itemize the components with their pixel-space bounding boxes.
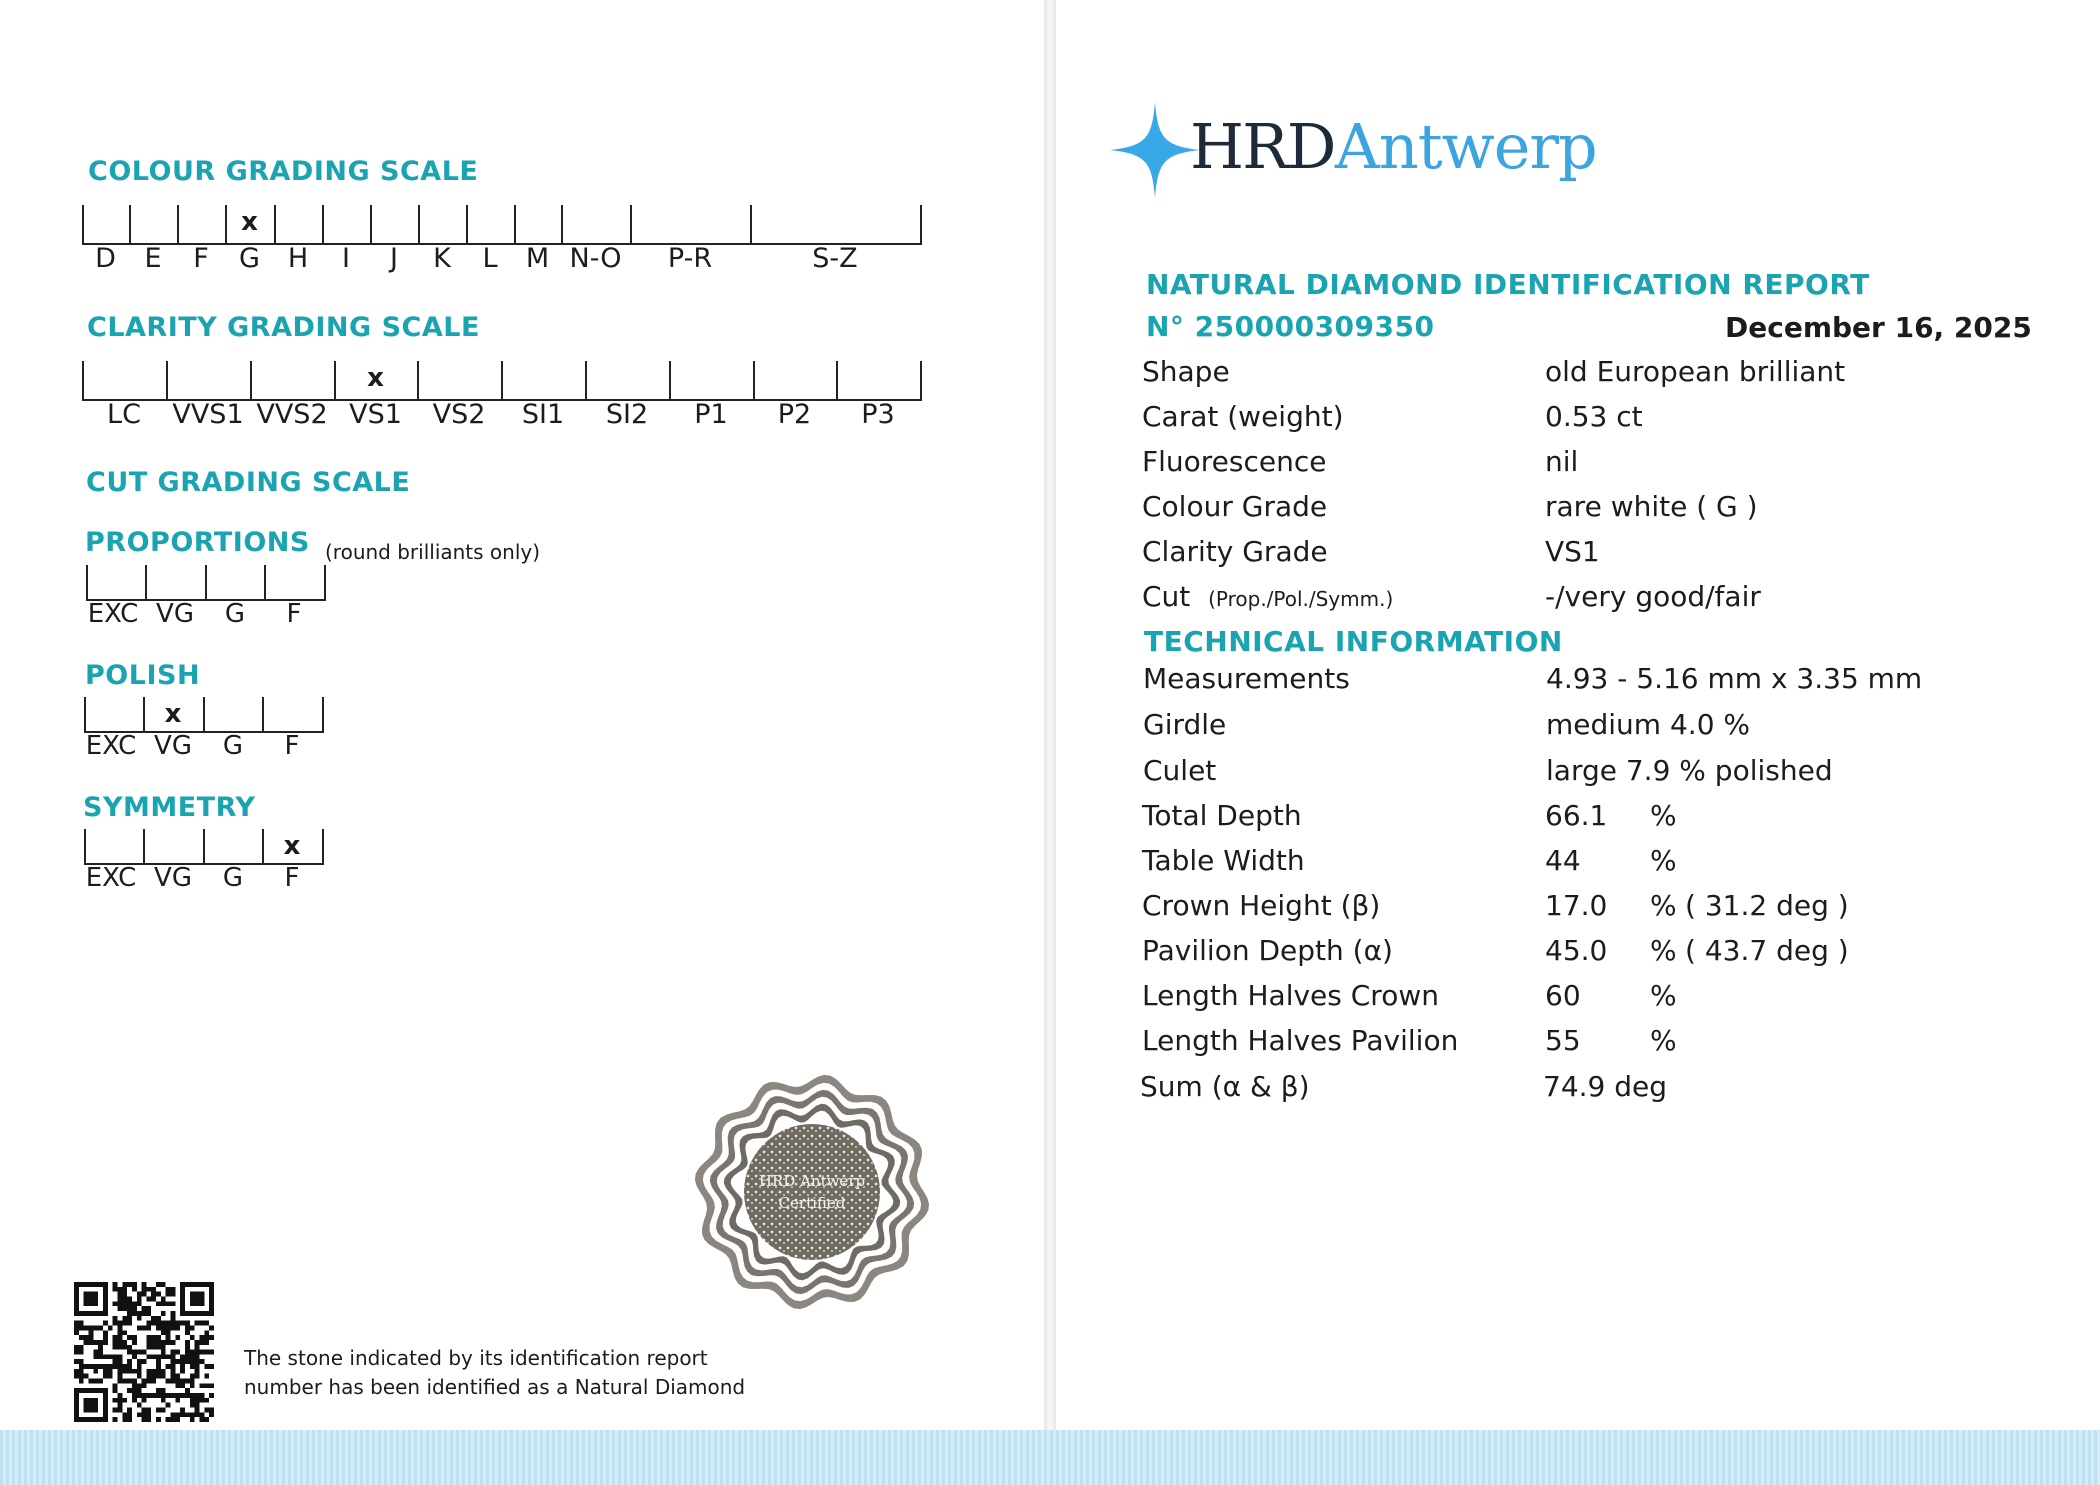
scale-label: G <box>239 243 260 274</box>
scale-tick <box>322 205 324 243</box>
scale-mark: x <box>367 363 384 393</box>
scale-label: L <box>482 243 498 274</box>
scale-mark: x <box>164 699 182 729</box>
detail-label: Cut (Prop./Pol./Symm.) <box>1142 580 1394 613</box>
proportions-scale <box>86 565 326 629</box>
tech-value: 55 <box>1545 1024 1581 1057</box>
tech-value: 44 <box>1545 844 1581 877</box>
tech-value: 4.93 - 5.16 mm x 3.35 mm <box>1546 662 1923 695</box>
hrd-antwerp-logo <box>1110 100 1597 200</box>
report-title: NATURAL DIAMOND IDENTIFICATION REPORT <box>1146 268 1870 301</box>
scale-label: N-O <box>569 243 622 274</box>
tech-label: Crown Height (β) <box>1142 889 1381 922</box>
tech-unit: % <box>1650 844 1677 877</box>
scale-tick <box>166 361 168 399</box>
detail-value: nil <box>1545 445 1579 478</box>
scale-label: F <box>193 243 209 274</box>
scale-tick <box>86 565 88 599</box>
scale-label: EXC <box>85 863 137 893</box>
scale-label: I <box>342 243 350 274</box>
cut-scale-title: CUT GRADING SCALE <box>86 467 411 498</box>
tech-label: Measurements <box>1143 662 1350 695</box>
scale-tick <box>143 697 145 731</box>
scale-tick <box>324 565 326 599</box>
scale-tick <box>920 361 922 399</box>
scale-label: VG <box>154 863 192 893</box>
tech-value: medium 4.0 % <box>1546 708 1751 741</box>
tech-label: Culet <box>1143 754 1217 787</box>
scale-tick <box>630 205 632 243</box>
technical-info-title: TECHNICAL INFORMATION <box>1144 625 1563 658</box>
scale-label: SI2 <box>605 399 649 430</box>
seal-text-2: Certified <box>778 1194 846 1212</box>
scale-tick <box>264 565 266 599</box>
scale-label: M <box>525 243 550 274</box>
scale-tick <box>669 361 671 399</box>
tech-value: 74.9 deg <box>1543 1070 1668 1103</box>
scale-tick <box>129 205 131 243</box>
tech-unit: % <box>1650 889 1677 922</box>
qr-code[interactable] <box>74 1282 214 1422</box>
scale-tick <box>920 205 922 243</box>
tech-label: Sum (α & β) <box>1140 1070 1310 1103</box>
scale-tick <box>417 361 419 399</box>
proportions-title: PROPORTIONS <box>85 527 310 558</box>
scale-label: G <box>224 599 246 629</box>
scale-tick <box>750 205 752 243</box>
polish-title: POLISH <box>85 660 201 691</box>
star-icon <box>1110 102 1200 198</box>
tech-label: Table Width <box>1142 844 1305 877</box>
scale-label: LC <box>107 399 141 430</box>
tech-row <box>1143 708 2043 752</box>
detail-label: Carat (weight) <box>1142 400 1344 433</box>
scale-tick <box>84 829 86 863</box>
detail-label: Colour Grade <box>1142 490 1328 523</box>
detail-label: Shape <box>1142 355 1230 388</box>
detail-value: rare white ( G ) <box>1545 490 1758 523</box>
scale-label: G <box>222 731 244 761</box>
tech-unit: % <box>1650 1024 1677 1057</box>
detail-value: VS1 <box>1545 535 1600 568</box>
scale-tick <box>205 565 207 599</box>
tech-row <box>1142 979 2042 1023</box>
scale-tick <box>145 565 147 599</box>
detail-row <box>1142 400 2042 444</box>
tech-row <box>1142 1024 2042 1068</box>
tech-label: Girdle <box>1143 708 1227 741</box>
tech-row <box>1142 889 2042 933</box>
detail-value: 0.53 ct <box>1545 400 1643 433</box>
tech-row <box>1142 799 2042 843</box>
scale-tick <box>177 205 179 243</box>
scale-mark: x <box>283 831 301 861</box>
detail-row <box>1142 445 2042 489</box>
report-number: N° 250000309350 <box>1146 310 1435 343</box>
report-date: December 16, 2025 <box>1725 311 2032 344</box>
tech-label: Length Halves Crown <box>1142 979 1439 1012</box>
scale-tick <box>585 361 587 399</box>
tech-unit: % <box>1650 934 1677 967</box>
scale-label: VS1 <box>349 399 402 430</box>
scale-label: F <box>284 731 300 761</box>
scale-label: K <box>433 243 451 274</box>
scale-label: G <box>222 863 244 893</box>
tech-value: 17.0 <box>1545 889 1608 922</box>
colour-grading-scale <box>82 205 922 274</box>
detail-label: Clarity Grade <box>1142 535 1328 568</box>
tech-label: Total Depth <box>1142 799 1302 832</box>
tech-unit: % <box>1650 799 1677 832</box>
scale-label: VS2 <box>432 399 486 430</box>
clarity-grading-scale <box>82 361 922 430</box>
scale-tick <box>370 205 372 243</box>
tech-row <box>1142 934 2042 978</box>
symmetry-scale <box>84 829 324 893</box>
detail-row <box>1142 355 2042 399</box>
scale-tick <box>322 829 324 863</box>
scale-tick <box>334 361 336 399</box>
scale-label: D <box>95 243 116 274</box>
scale-tick <box>501 361 503 399</box>
scale-label: VG <box>154 731 192 761</box>
tech-row <box>1143 662 2043 706</box>
detail-row-cut <box>1142 580 2042 624</box>
tech-row <box>1143 754 2043 798</box>
page-fold <box>1044 0 1056 1485</box>
scale-tick <box>203 697 205 731</box>
tech-angle: ( 43.7 deg ) <box>1685 934 1849 967</box>
symmetry-title: SYMMETRY <box>83 792 256 823</box>
scale-tick <box>82 361 84 399</box>
scale-label: VG <box>156 599 194 629</box>
tech-angle: ( 31.2 deg ) <box>1685 889 1849 922</box>
scale-label: H <box>287 243 309 274</box>
scale-label: P-R <box>667 243 713 274</box>
scale-label: J <box>390 243 398 274</box>
proportions-note: (round brilliants only) <box>325 540 541 564</box>
polish-scale <box>84 697 324 761</box>
detail-value: old European brilliant <box>1545 355 1846 388</box>
scale-label: E <box>144 243 162 274</box>
scale-tick <box>82 205 84 243</box>
detail-label: Fluorescence <box>1142 445 1327 478</box>
scale-label: F <box>286 599 302 629</box>
seal-text-1: HRD Antwerp <box>758 1172 866 1190</box>
tech-row-sum <box>1140 1070 2040 1114</box>
scale-label: EXC <box>87 599 139 629</box>
scale-tick <box>274 205 276 243</box>
scale-tick <box>250 361 252 399</box>
scale-tick <box>203 829 205 863</box>
scale-tick <box>225 205 227 243</box>
detail-row <box>1142 490 2042 534</box>
scale-label: P1 <box>694 399 728 430</box>
scale-label: P2 <box>777 399 812 430</box>
detail-row <box>1142 535 2042 579</box>
natural-diamond-statement <box>244 1344 745 1402</box>
scale-tick <box>262 829 264 863</box>
hologram-seal <box>690 1070 935 1315</box>
scale-mark: x <box>241 207 258 237</box>
scale-tick <box>466 205 468 243</box>
scale-tick <box>84 697 86 731</box>
scale-label: VVS1 <box>172 399 244 430</box>
tech-value: 66.1 <box>1545 799 1608 832</box>
scale-tick <box>262 697 264 731</box>
tech-value: large 7.9 % polished <box>1546 754 1833 787</box>
scale-tick <box>322 697 324 731</box>
scale-tick <box>753 361 755 399</box>
statement-line-1: The stone indicated by its identification report <box>244 1346 708 1370</box>
tech-row <box>1142 844 2042 888</box>
logo-antwerp: Antwerp <box>1335 110 1597 183</box>
detail-value: -/very good/fair <box>1545 580 1761 613</box>
logo-hrd: HRD <box>1190 110 1335 183</box>
tech-value: 60 <box>1545 979 1581 1012</box>
tech-value: 45.0 <box>1545 934 1608 967</box>
security-band <box>0 1430 2100 1485</box>
scale-label: VVS2 <box>256 399 328 430</box>
scale-tick <box>561 205 563 243</box>
scale-label: P3 <box>861 399 895 430</box>
scale-label: F <box>284 863 300 893</box>
scale-label: SI1 <box>521 399 565 430</box>
scale-tick <box>514 205 516 243</box>
scale-label: EXC <box>85 731 137 761</box>
colour-scale-title: COLOUR GRADING SCALE <box>88 156 479 187</box>
scale-tick <box>836 361 838 399</box>
tech-label: Length Halves Pavilion <box>1142 1024 1459 1057</box>
scale-tick <box>418 205 420 243</box>
tech-unit: % <box>1650 979 1677 1012</box>
tech-label: Pavilion Depth (α) <box>1142 934 1393 967</box>
scale-label: S-Z <box>812 243 858 274</box>
statement-line-2: number has been identified as a Natural Diamond <box>244 1375 746 1399</box>
clarity-scale-title: CLARITY GRADING SCALE <box>87 312 480 343</box>
scale-tick <box>143 829 145 863</box>
